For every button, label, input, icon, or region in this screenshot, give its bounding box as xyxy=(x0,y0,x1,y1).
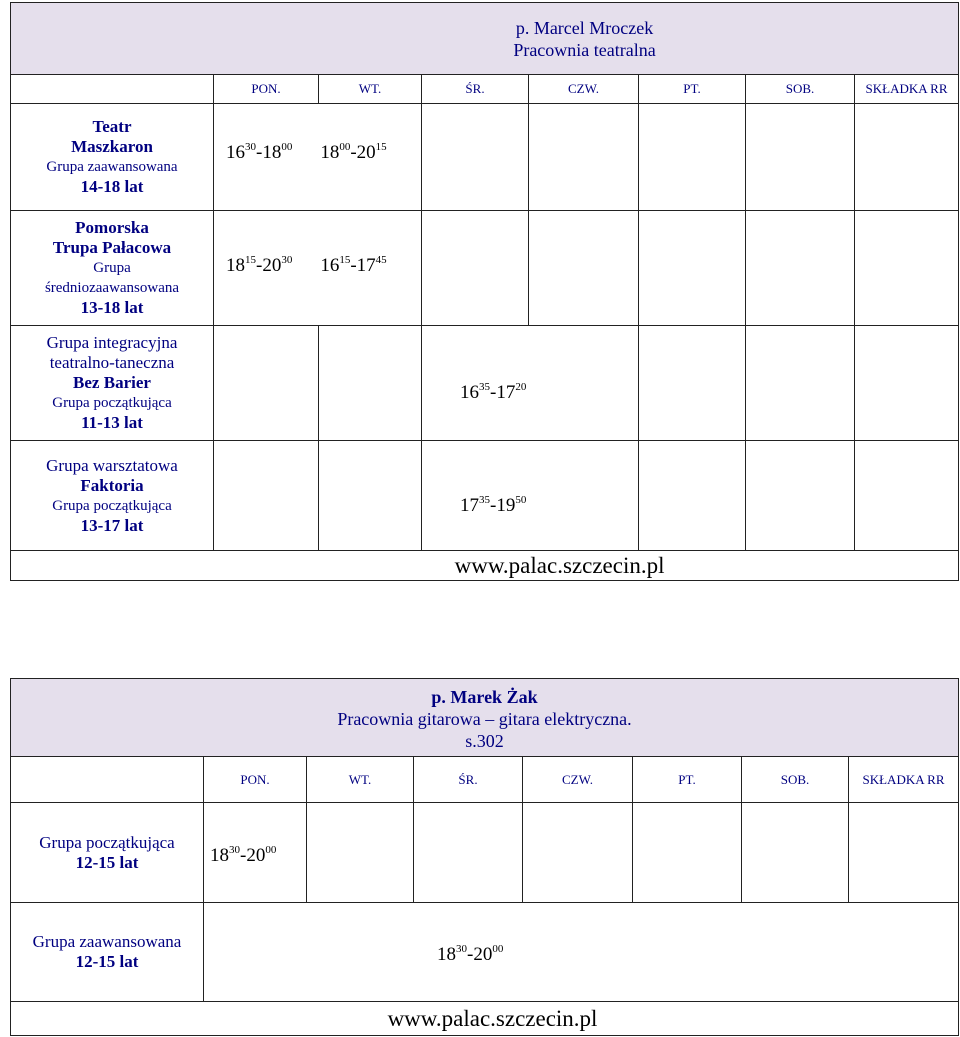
corner-cell xyxy=(11,757,204,803)
time-cell xyxy=(214,211,422,326)
time-cell xyxy=(422,326,639,441)
empty-cell xyxy=(414,803,523,903)
day-sat: SOB. xyxy=(746,75,855,104)
empty-cell xyxy=(639,211,746,326)
group-name-line: Teatr xyxy=(92,117,132,136)
workshop-title: Pracownia gitarowa – gitara elektryczna. xyxy=(337,708,632,729)
empty-cell xyxy=(523,803,633,903)
time-cell xyxy=(204,803,307,903)
time-wed: $16^{35}-17^{20}$ xyxy=(460,381,527,403)
day-mon: PON. xyxy=(204,757,307,803)
footer-row xyxy=(11,1002,959,1036)
empty-cell xyxy=(742,803,849,903)
group-label xyxy=(11,326,214,441)
empty-cell xyxy=(746,326,855,441)
group-label xyxy=(11,803,204,903)
table-row xyxy=(11,441,959,551)
day-thu: CZW. xyxy=(529,75,639,104)
teacher-header xyxy=(11,679,959,757)
empty-cell xyxy=(422,104,529,211)
day-wed: ŚR. xyxy=(422,75,529,104)
days-header-row xyxy=(11,75,959,104)
empty-cell xyxy=(849,803,959,903)
group-label xyxy=(11,903,204,1002)
group-level: średniozaawansowana xyxy=(44,280,180,296)
empty-cell xyxy=(307,803,414,903)
table-row xyxy=(11,104,959,211)
time-cell xyxy=(214,104,422,211)
time-mon: $18^{30}-20^{00}$ xyxy=(210,843,277,866)
website-url[interactable]: www.palac.szczecin.pl xyxy=(454,552,665,578)
footer-cell xyxy=(11,1002,959,1036)
footer-cell xyxy=(11,551,959,581)
website-url[interactable]: www.palac.szczecin.pl xyxy=(387,1005,598,1031)
group-level: Grupa zaawansowana xyxy=(32,932,182,951)
time-tue: $16^{15}-17^{45}$ xyxy=(320,254,387,276)
empty-cell xyxy=(633,803,742,903)
empty-cell xyxy=(529,104,639,211)
empty-cell xyxy=(319,441,422,551)
time-mon: $18^{15}-20^{30}$ xyxy=(226,254,293,276)
day-sat: SOB. xyxy=(742,757,849,803)
empty-cell xyxy=(319,326,422,441)
empty-cell xyxy=(746,441,855,551)
group-line: Grupa warsztatowa xyxy=(46,455,178,475)
table-row xyxy=(11,326,959,441)
corner-cell xyxy=(11,75,214,104)
time-cell xyxy=(422,441,639,551)
workshop-title: Pracownia teatralna xyxy=(513,39,656,60)
time-wed: $17^{35}-19^{50}$ xyxy=(460,493,527,516)
empty-cell xyxy=(214,326,319,441)
schedule-table-guitar xyxy=(10,678,959,1036)
footer-row xyxy=(11,551,959,581)
empty-cell xyxy=(746,211,855,326)
group-level: Grupa zaawansowana xyxy=(46,159,178,175)
group-age: 11-13 lat xyxy=(81,413,143,432)
empty-cell xyxy=(639,104,746,211)
group-age: 12-15 lat xyxy=(75,952,139,971)
group-age: 13-18 lat xyxy=(80,298,144,317)
group-name: Faktoria xyxy=(80,475,144,495)
empty-cell xyxy=(422,211,529,326)
teacher-name: p. Marek Żak xyxy=(431,686,538,707)
group-age: 12-15 lat xyxy=(75,852,139,872)
teacher-name: p. Marcel Mroczek xyxy=(515,17,654,38)
group-name: Bez Barier xyxy=(73,373,151,392)
group-level: Grupa xyxy=(93,260,131,276)
empty-cell xyxy=(855,441,959,551)
empty-cell xyxy=(855,104,959,211)
day-fee: SKŁADKA RR xyxy=(855,75,959,104)
time-wed: $18^{30}-20^{00}$ xyxy=(437,943,504,965)
day-tue: WT. xyxy=(307,757,414,803)
group-level: Grupa początkująca xyxy=(39,832,175,852)
day-fri: PT. xyxy=(633,757,742,803)
time-cell xyxy=(204,903,959,1002)
day-thu: CZW. xyxy=(523,757,633,803)
empty-cell xyxy=(746,104,855,211)
empty-cell xyxy=(529,211,639,326)
group-name-line: Trupa Pałacowa xyxy=(52,238,172,257)
group-name-line: Pomorska xyxy=(75,218,149,237)
group-line: Grupa integracyjna xyxy=(46,333,178,352)
group-line: teatralno-taneczna xyxy=(49,353,175,372)
table-row xyxy=(11,211,959,326)
empty-cell xyxy=(639,441,746,551)
day-fee: SKŁADKA RR xyxy=(849,757,959,803)
room-number: s.302 xyxy=(465,730,504,751)
group-label xyxy=(11,441,214,551)
group-level: Grupa początkująca xyxy=(52,395,172,411)
day-mon: PON. xyxy=(214,75,319,104)
group-age: 13-17 lat xyxy=(80,515,144,535)
group-level: Grupa początkująca xyxy=(52,497,172,514)
empty-cell xyxy=(855,211,959,326)
group-label xyxy=(11,211,214,326)
time-tue: $18^{00}-20^{15}$ xyxy=(320,141,387,163)
day-fri: PT. xyxy=(639,75,746,104)
group-age: 14-18 lat xyxy=(80,177,144,196)
teacher-header xyxy=(11,3,959,75)
table-row xyxy=(11,803,959,903)
table-row xyxy=(11,903,959,1002)
time-mon: $16^{30}-18^{00}$ xyxy=(226,141,293,163)
days-header-row xyxy=(11,757,959,803)
empty-cell xyxy=(855,326,959,441)
empty-cell xyxy=(639,326,746,441)
empty-cell xyxy=(214,441,319,551)
schedule-table-theatre xyxy=(10,2,959,581)
group-name-line: Maszkaron xyxy=(71,137,153,156)
day-wed: ŚR. xyxy=(414,757,523,803)
group-label xyxy=(11,104,214,211)
day-tue: WT. xyxy=(319,75,422,104)
